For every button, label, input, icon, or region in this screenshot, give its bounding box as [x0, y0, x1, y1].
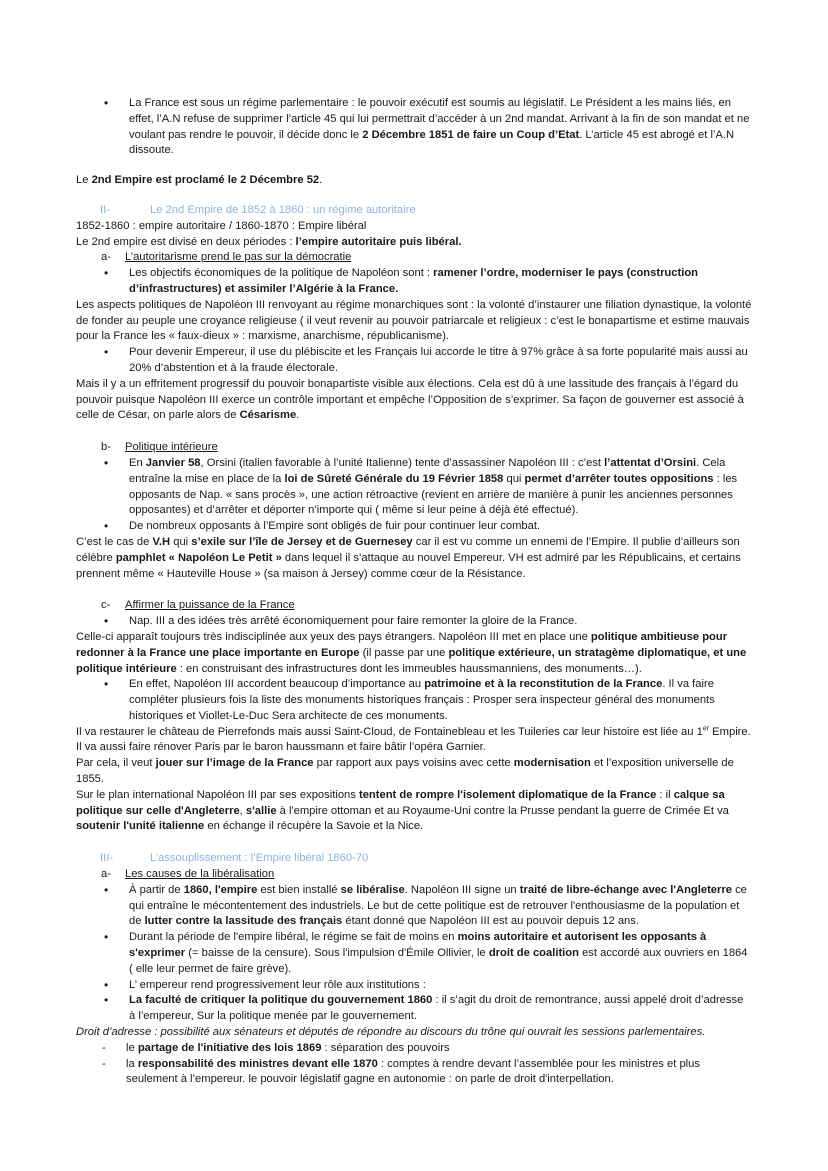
subsection-heading: c- Affirmer la puissance de la France: [101, 599, 295, 612]
paragraph: 1852-1860 : empire autoritaire / 1860-1870 : Empire libéral: [76, 219, 367, 232]
paragraph: Mais il y a un effritement progressif du pouvoir bonapartiste visible aux élections. Cela est dû à une lassitude des français à l’égard du pouvoir puisque Napoléon III exerce un contrôle important et empêche l’Opposition de s’exprimer. Sa façon de gouverner est associé à celle de César, on parle alors de Césarisme.: [76, 377, 744, 422]
paragraph: Par cela, il veut jouer sur l’image de la France par rapport aux pays voisins avec cette modernisation et l’exposition universelle de 1855.: [76, 757, 734, 786]
list-item: • En effet, Napoléon III accordent beaucoup d’importance au patrimoine et à la reconstitution de la France. Il va faire compléter plusieurs fois la liste des monuments historiques français : Prosper sera inspecteur général des monuments historiques et Viollet-Le-Duc Sera architecte de ces monuments.: [76, 677, 752, 724]
list-item: • De nombreux opposants à l’Empire sont obligés de fuir pour continuer leur combat.: [76, 519, 752, 535]
list-item: • À partir de 1860, l'empire est bien installé se libéralise. Napoléon III signe un traité de libre-échange avec l'Angleterre ce qui entraîne le mécontentement des industriels. Le but de cette politique est de retrouver l'enthousiasme de la population et de lutter contre la lassitude des français étant donné que Napoléon III est au pouvoir depuis 12 ans.: [76, 883, 752, 930]
list-item: • Les objectifs économiques de la politique de Napoléon sont : ramener l’ordre, moderniser le pays (construction d’infrastructures) et assimiler l’Algérie à la France.: [76, 266, 752, 298]
list-item: • La France est sous un régime parlementaire : le pouvoir exécutif est soumis au législatif. Le Président a les mains liés, en effet, l’A.N refuse de supprimer l’article 45 qui lui permettrait d’accéder à un 2nd mandat. Arrivant à la fin de son mandat et ne voulant pas rendre le pouvoir, il décide donc le 2 Décembre 1851 de faire un Coup d’Etat. L’article 45 est abrogé et l’A.N dissoute.: [76, 96, 752, 159]
paragraph: Sur le plan international Napoléon III par ses expositions tentent de rompre l'isolement diplomatique de la France : il calque sa politique sur celle d'Angleterre, s'allie à l'empire ottoman et au Royaume-Uni contre la Prusse pendant la guerre de Crimée Et va soutenir l'unité italienne en échange il récupère la Savoie et la Nice.: [76, 788, 729, 833]
section-heading: II- Le 2nd Empire de 1852 à 1860 : un régime autoritaire: [100, 203, 416, 216]
document-page: [76, 96, 752, 1088]
list-item: • Nap. III a des idées très arrêté économiquement pour faire remonter la gloire de la France.: [76, 614, 752, 630]
paragraph: Celle-ci apparaît toujours très indisciplinée aux yeux des pays étrangers. Napoléon III met en place une politique ambitieuse pour redonner à la France une place importante en Europe (il passe par une politique extérieure, un stratagème diplomatique, et une politique intérieure : en construisant des infrastructures dont les immeubles haussmanniens, des monuments…).: [76, 630, 747, 675]
paragraph: C’est le cas de V.H qui s’exile sur l’île de Jersey et de Guernesey car il est vu comme un ennemi de l’Empire. Il publie d’ailleurs son célèbre pamphlet « Napoléon Le Petit » dans lequel il s’attaque au nouvel Empereur. VH est admiré par les Républicains, et certains prennent même « Hauteville House » (sa maison à Jersey) comme cœur de la Résistance.: [76, 535, 741, 580]
paragraph-italic: Droit d’adresse : possibilité aux sénateurs et députés de répondre au discours du trône qui ouvrait les sessions parlementaires.: [76, 1026, 706, 1039]
list-item: • Pour devenir Empereur, il use du plébiscite et les Français lui accorde le titre à 97% grâce à sa forte popularité mais aussi au 20% d’abstention et à la fraude électorale.: [76, 345, 752, 377]
section-heading: III- L’assouplissement : l’Empire libéral 1860-70: [100, 852, 369, 865]
list-item: • En Janvier 58, Orsini (italien favorable à l’unité Italienne) tente d’assassiner Napoléon III : c’est l’attentat d’Orsini. Cela entraîne la mise en place de la loi de Sûreté Générale du 19 Février 1858 qui permet d’arrêter toutes oppositions : les opposants de Nap. « sans procès », une action rétroactive (revient en arrière de manière à punir les anciennes personnes opposantes) et d’arrêter et déporter n’importe qui ( même si leur peine à déjà été effectué).: [76, 456, 752, 519]
list-item: • Durant la période de l'empire libéral, le régime se fait de moins en moins autoritaire et autorisent les opposants à s'exprimer (= baisse de la censure). Sous l'impulsion d'Émile Ollivier, le droit de coalition est accordé aux ouvriers en 1864 ( elle leur permet de faire grève).: [76, 930, 752, 977]
dash-item: - la responsabilité des ministres devant elle 1870 : comptes à rendre devant l’assemblée pour les ministres et plus seulement à l’empereur. le pouvoir législatif gagne en autonomie : on parle de droit d'interpellation.: [76, 1057, 752, 1089]
paragraph: Le 2nd empire est divisé en deux périodes : l’empire autoritaire puis libéral.: [76, 235, 462, 248]
paragraph: Il va restaurer le château de Pierrefonds mais aussi Saint-Cloud, de Fontainebleau et les Tuileries car leur histoire est liée au 1er Empire. Il va aussi faire rénover Paris par le baron haussmann et faire bâtir l’opéra Garnier.: [76, 724, 751, 754]
dash-item: - le partage de l'initiative des lois 1869 : séparation des pouvoirs: [76, 1041, 752, 1057]
paragraph: Le 2nd Empire est proclamé le 2 Décembre 52.: [76, 174, 323, 187]
paragraph: Les aspects politiques de Napoléon III renvoyant au régime monarchiques sont : la volonté d’instaurer une filiation dynastique, la volonté de fonder au peuple une croyance religieuse ( il veut revenir au pouvoir patriarcale et religieux : c’est le bonapartisme et estime mauvais pour la France les « faux-dieux » : marxisme, anarchisme, républicanisme).: [76, 298, 752, 343]
list-item: • La faculté de critiquer la politique du gouvernement 1860 : il s’agit du droit de remontrance, aussi appelé droit d’adresse à l’empereur, Sur la politique menée par le gouvernement.: [76, 993, 752, 1025]
subsection-heading: a- Les causes de la libéralisation: [101, 868, 275, 881]
subsection-heading: a- L’autoritarisme prend le pas sur la démocratie: [101, 251, 352, 264]
subsection-heading: b- Politique intérieure: [101, 441, 218, 454]
list-item: • L’ empereur rend progressivement leur rôle aux institutions :: [76, 978, 752, 994]
